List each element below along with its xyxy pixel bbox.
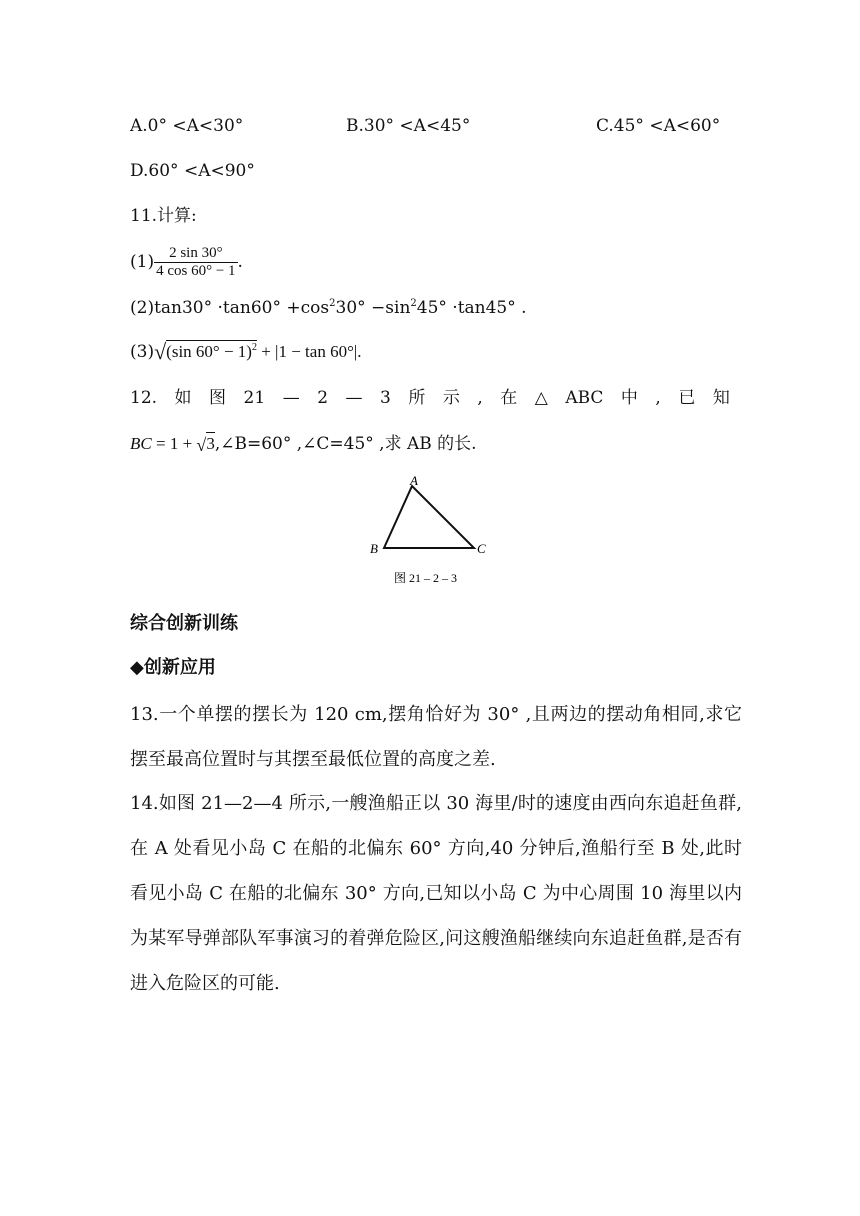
triangle-figure: [366, 474, 506, 586]
fraction-numerator: 2 sin 30°: [154, 245, 237, 263]
q13-text: 13.一个单摆的摆长为 120 cm,摆角恰好为 30° ,且两边的摆动角相同,求它摆至最高位置时与其摆至最低位置的高度之差.: [130, 704, 742, 770]
q12-word: ,: [655, 388, 661, 408]
bc-label: BC: [130, 434, 152, 453]
section-title: 综合创新训练: [130, 613, 238, 634]
q11-part3-label: (3): [130, 342, 155, 362]
radicand-exponent: 2: [251, 342, 257, 353]
vertex-c-label: C: [477, 541, 486, 556]
square-root: [154, 340, 257, 364]
q12-word: 图: [209, 388, 227, 408]
q11-part1: [130, 240, 243, 284]
q12-word: △: [534, 388, 548, 408]
figure-caption: 图 21 – 2 – 3: [394, 571, 458, 585]
q12-word: 所: [408, 388, 426, 408]
q12-word: ABC: [565, 388, 604, 408]
q12-word: 在: [500, 388, 518, 408]
option-b: B.30° <A<45°: [346, 116, 471, 136]
q12-word: 12.: [130, 388, 158, 408]
q12-condition: ,∠B=60° ,∠C=45° ,求 AB 的长.: [214, 434, 477, 454]
q11-part3: [130, 340, 362, 364]
vertex-a-label: A: [410, 474, 418, 488]
q12-word: 中: [620, 388, 638, 408]
q11-part1-end: .: [237, 252, 243, 272]
option-c: C.45° <A<60°: [596, 116, 721, 136]
q12-word: 3: [380, 388, 391, 408]
radicand-text: (sin 60° − 1): [166, 342, 252, 361]
radical-sign-icon: √: [196, 435, 207, 455]
q11-part2: $(2)\tan 30^\circ \cdot\tan 60^\circ +\cos^230^\circ -\sin^245^\circ \cdot\tan 45^\circ$ .: [130, 298, 527, 318]
q14-paragraph: [130, 781, 742, 1006]
q11-part1-fraction: [154, 245, 237, 280]
q11-part3-rest: + |1 − tan 60°|.: [256, 342, 362, 361]
q12-word: 2: [317, 388, 329, 408]
q12-line2: [130, 432, 477, 457]
radical-sign-icon: √: [154, 339, 167, 364]
vertex-b-label: B: [370, 541, 378, 556]
q12-word: 示: [442, 388, 460, 408]
q13-paragraph: [130, 692, 742, 782]
q12-word: ,: [477, 388, 483, 408]
q12-word: 知: [712, 388, 730, 408]
bc-equation: = 1 +: [151, 434, 197, 453]
option-d: D.60° <A<90°: [130, 161, 255, 181]
option-a: A.0° <A<30°: [130, 116, 244, 136]
q12-line1: [130, 386, 730, 410]
q12-word: —: [282, 388, 300, 408]
q11-part1-label: (1): [130, 252, 155, 272]
q12-word: 21: [243, 388, 266, 408]
triangle-abc: [384, 486, 474, 548]
sqrt-three: [196, 432, 214, 457]
q11-title: 11.计算:: [130, 206, 197, 226]
radicand: 3: [206, 434, 215, 453]
q12-word: —: [345, 388, 363, 408]
q14-text: 14.如图 21—2—4 所示,一艘渔船正以 30 海里/时的速度由西向东追赶鱼群,在 A 处看见小岛 C 在船的北偏东 60° 方向,40 分钟后,渔船行至 B 处,此时看见小岛 C 在船的北偏东 30° 方向,已知以小岛 C 为中心周围 10 海里以内为某军导弹部队军事演习的着弹危险区,问这艘渔船继续向东追赶鱼群,是否有进入危险区的可能.: [130, 793, 742, 994]
q12-word: 如: [174, 388, 192, 408]
subsection-title: ◆创新应用: [130, 657, 216, 678]
radicand: [166, 340, 257, 361]
fraction-denominator: 4 cos 60° − 1: [156, 263, 236, 279]
q12-word: 已: [678, 388, 696, 408]
